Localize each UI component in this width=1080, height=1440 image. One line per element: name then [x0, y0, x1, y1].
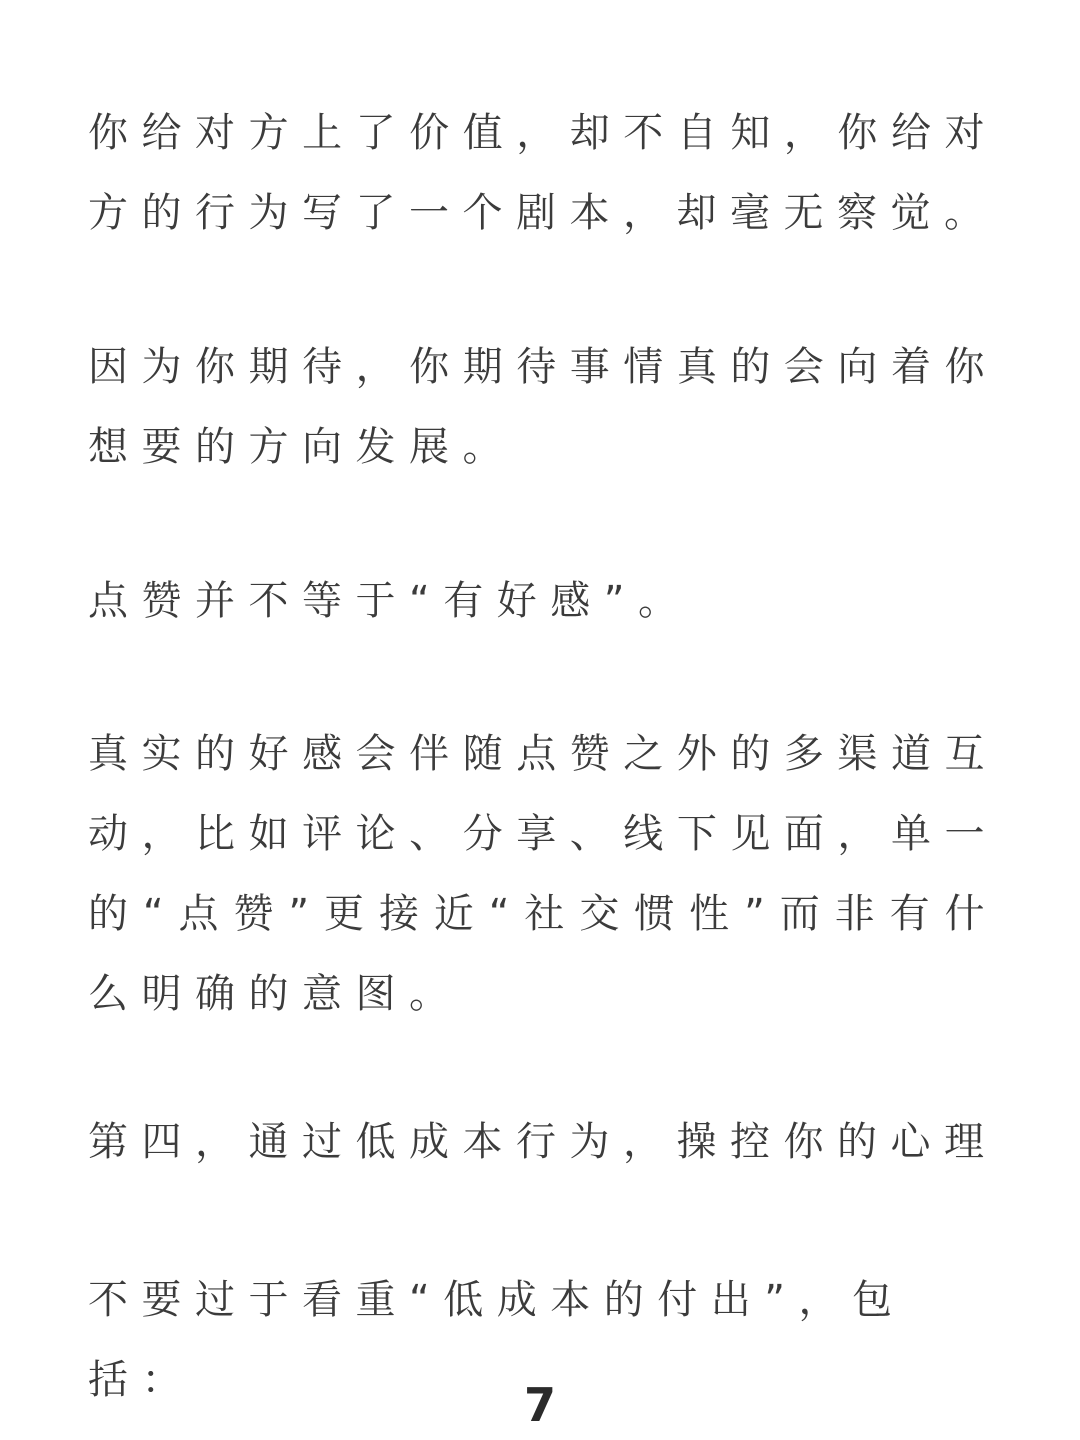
section-heading: 第四，通过低成本行为，操控你的心理: [88, 1119, 998, 1165]
paragraph-2: 因为你期待，你期待事情真的会向着你想要的方向发展。: [88, 344, 998, 470]
paragraph-1: 你给对方上了价值，却不自知，你给对方的行为写了一个剧本，却毫无察觉。: [88, 110, 998, 236]
paragraph-5: 不要过于看重“低成本的付出”，包括：: [88, 1277, 906, 1403]
paragraph-3: 点赞并不等于“有好感”。: [88, 578, 692, 624]
page-number: 7: [523, 1378, 556, 1432]
paragraph-4: 真实的好感会伴随点赞之外的多渠道互动，比如评论、分享、线下见面，单一的“点赞”更接近“社交惯性”而非有什么明确的意图。: [88, 731, 998, 1017]
